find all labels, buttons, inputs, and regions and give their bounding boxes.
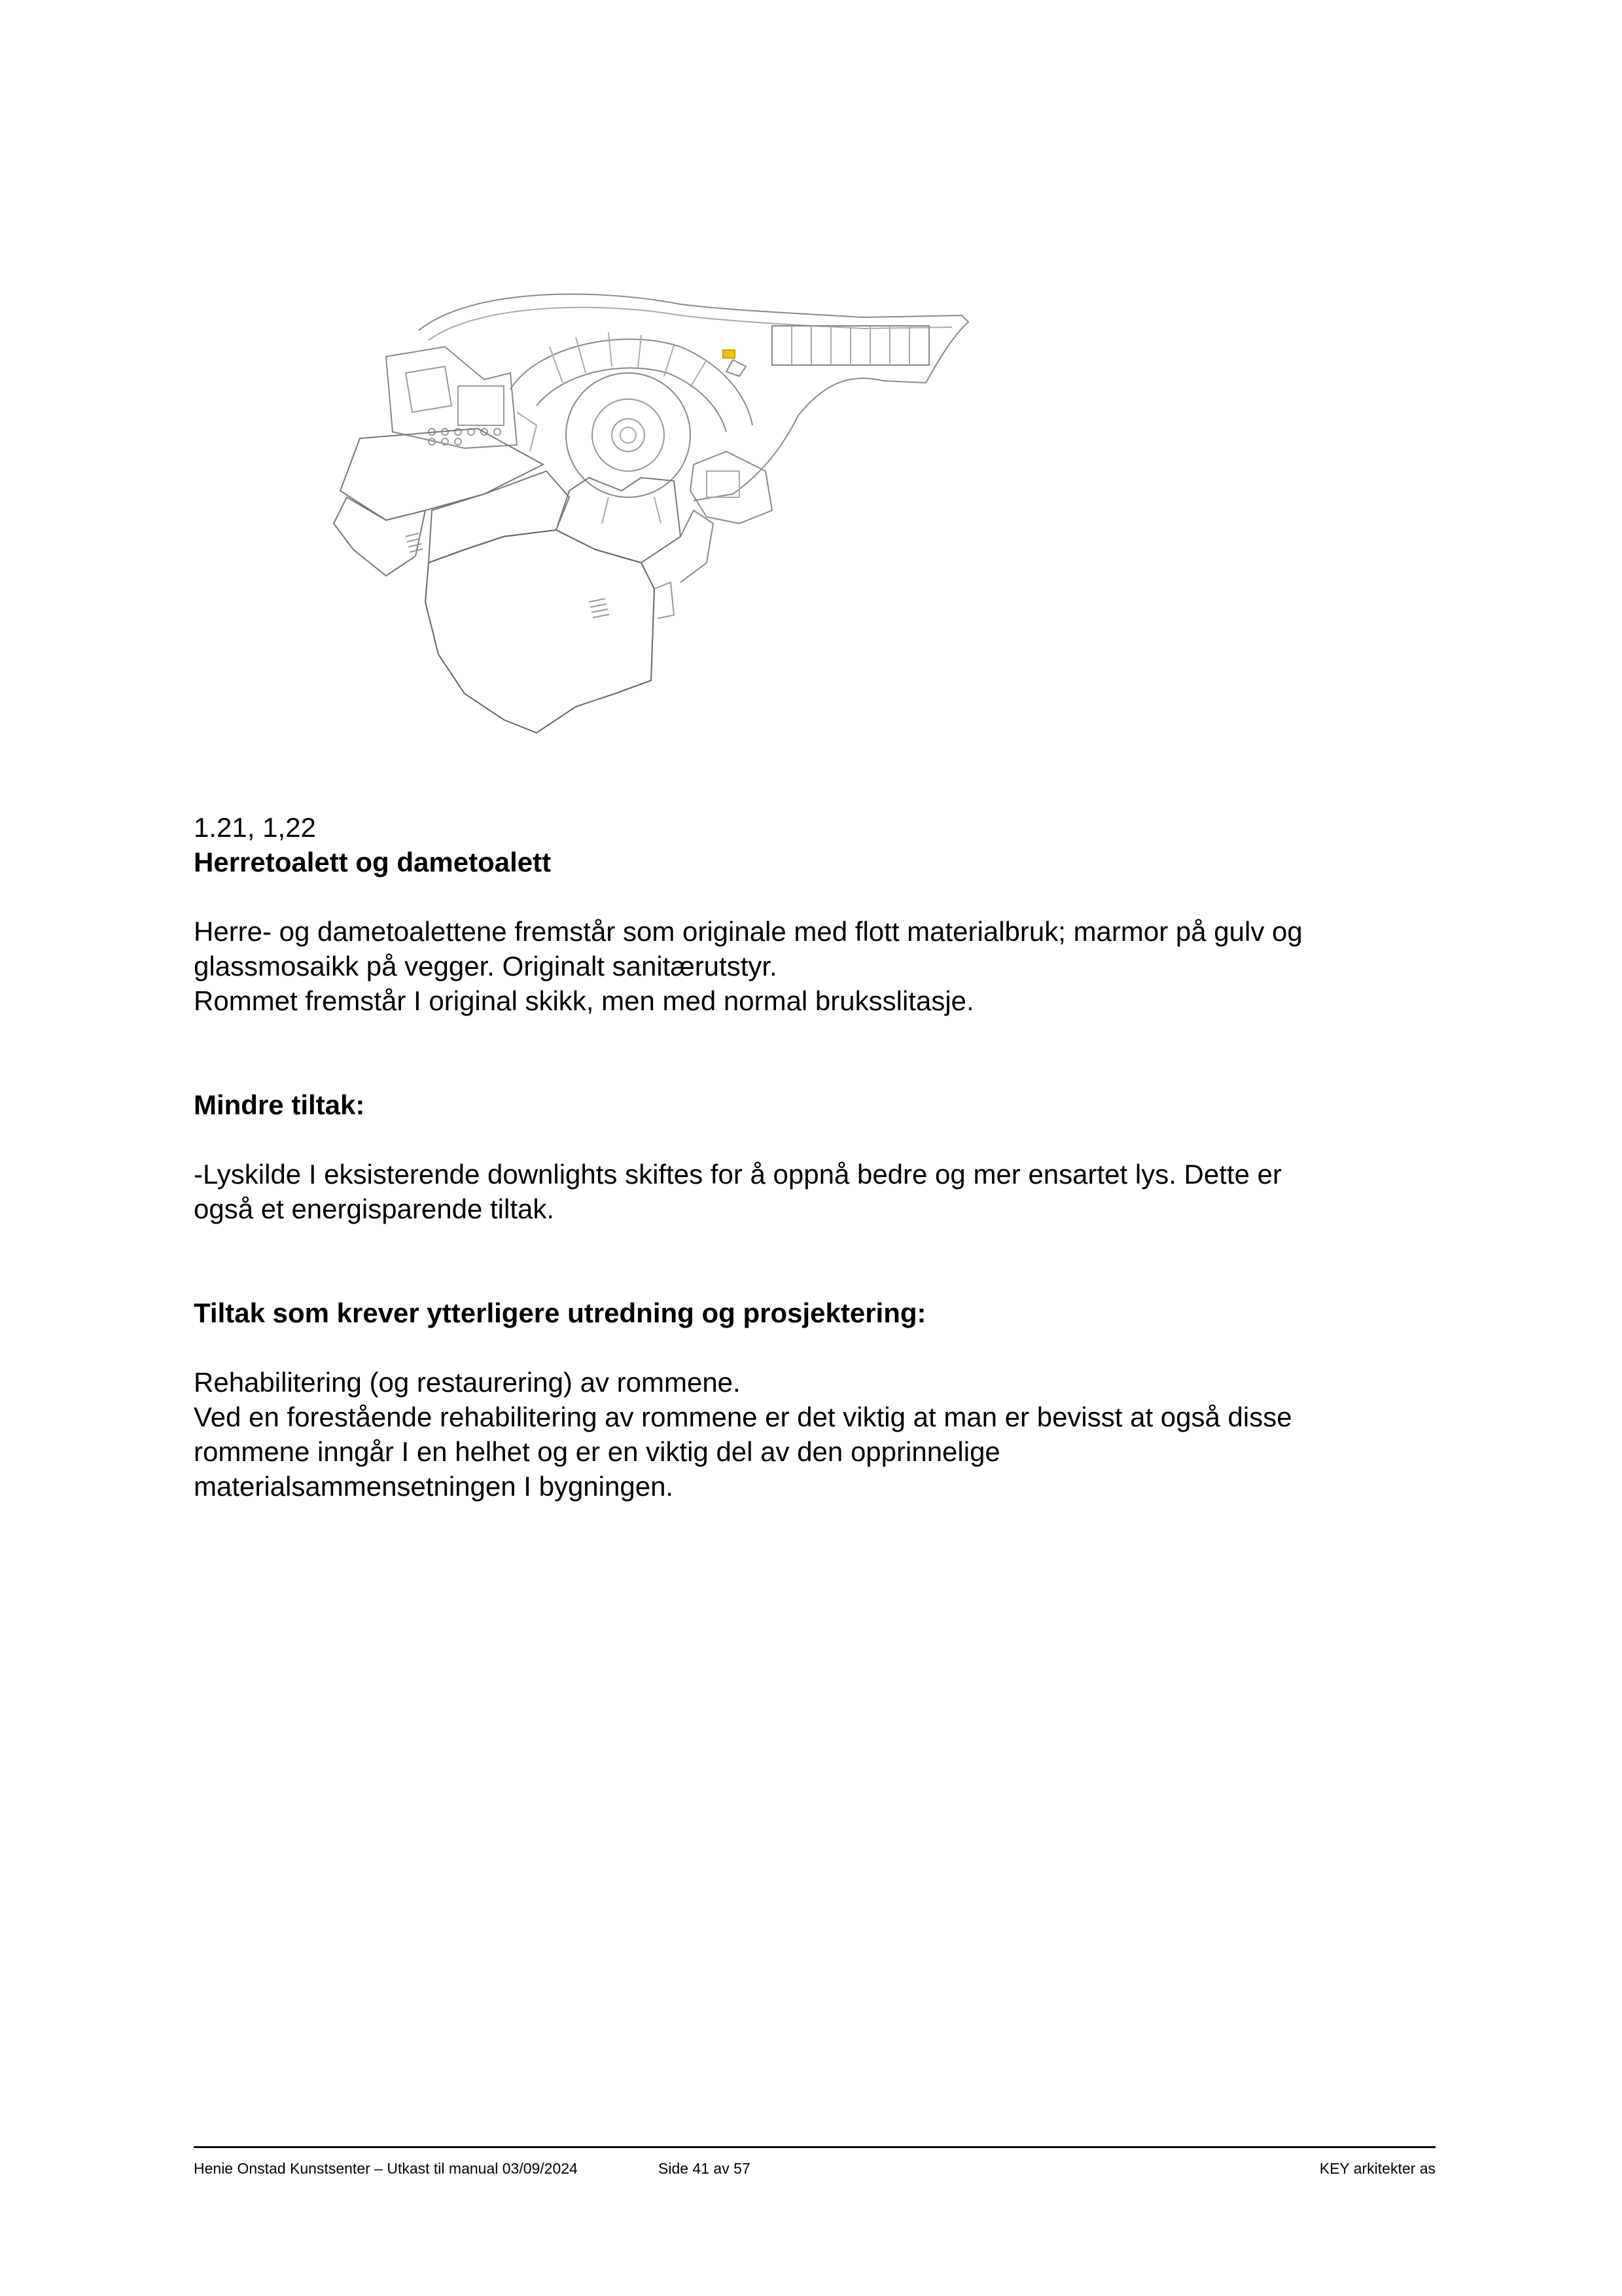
further-line: Ved en forestående rehabilitering av rommene er det viktig at man er bevisst at også disse (194, 1402, 1292, 1432)
plan-curved-hall (510, 339, 752, 425)
section-number: 1.21, 1,22 (194, 812, 316, 843)
section-content (194, 810, 1450, 1504)
plan-rotunda (566, 373, 690, 497)
intro-line: Rommet fremstår I original skikk, men med normal bruksslitasje. (194, 985, 974, 1016)
further-heading: Tiltak som krever ytterligere utredning og prosjektering: (194, 1298, 926, 1328)
footer-document: Henie Onstad Kunstsenter – Utkast til manual 03/09/2024 (194, 2160, 578, 2177)
plan-gallery-central (429, 471, 569, 563)
plan-hall-south (425, 530, 654, 733)
floor-plan (314, 275, 981, 766)
plan-east-block (690, 451, 772, 523)
minor-line: også et energisparende tiltak. (194, 1193, 555, 1224)
footer-company: KEY arkitekter as (1319, 2160, 1436, 2177)
minor-heading: Mindre tiltak: (194, 1089, 365, 1120)
plan-gallery-southwest (334, 497, 425, 576)
intro-line: glassmosaikk på vegger. Originalt sanitærutstyr. (194, 951, 777, 981)
further-line: materialsammensetningen I bygningen. (194, 1471, 674, 1502)
footer-page-number: Side 41 av 57 (658, 2160, 750, 2177)
further-line: rommene inngår I en helhet og er en viktig del av den opprinnelige (194, 1436, 1000, 1467)
plan-gallery-south (556, 478, 680, 563)
toilet-highlight (723, 350, 735, 358)
minor-line: -Lyskilde I eksisterende downlights skiftes for å oppnå bedre og mer ensartet lys. Dette er (194, 1159, 1282, 1190)
intro-line: Herre- og dametoalettene fremstår som originale med flott materialbruk; marmor på gulv og (194, 916, 1303, 947)
page-footer (194, 2146, 1436, 2177)
plan-west-block (386, 347, 517, 448)
plan-outline-north-inner (429, 308, 952, 340)
further-line: Rehabilitering (og restaurering) av rommene. (194, 1367, 741, 1398)
section-title: Herretoalett og dametoalett (194, 847, 552, 877)
